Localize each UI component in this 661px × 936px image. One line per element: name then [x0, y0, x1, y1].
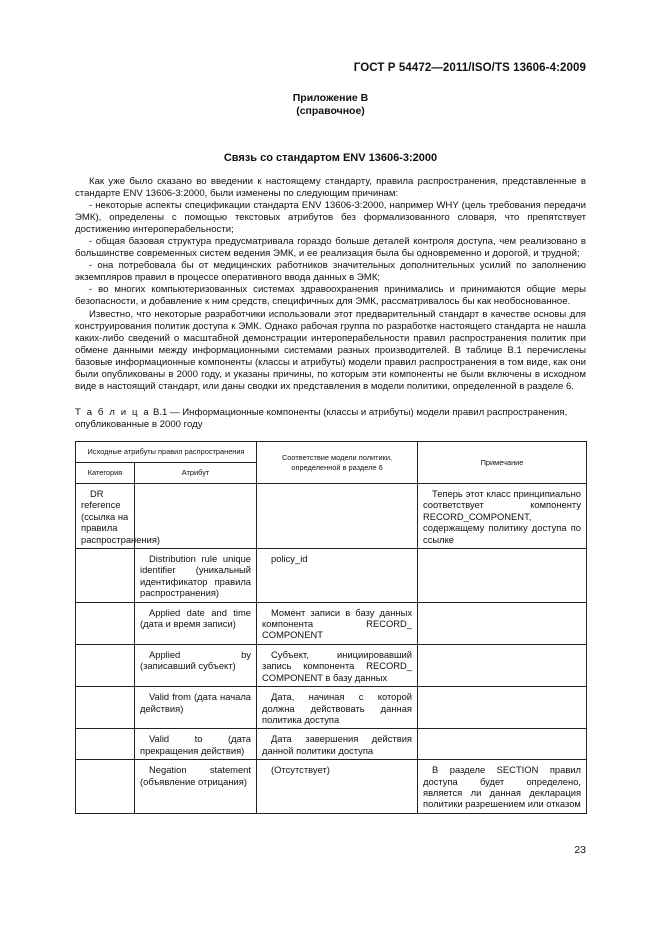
cell-note — [418, 687, 587, 729]
cell-note — [418, 644, 587, 686]
cell-mapping — [257, 484, 418, 549]
annex-subtitle: (справочное) — [296, 105, 365, 117]
cell-attribute: Negation statement (объявление отрицания) — [135, 760, 257, 814]
table-header-row — [76, 442, 587, 463]
cell-category — [76, 602, 135, 644]
paragraph-intro: Как уже было сказано во введении к настоящему стандарту, правила распространения, представленные в стандарте ENV 13606-3:2000, были изменены по следующим причинам: — [75, 176, 586, 200]
table-row — [76, 549, 587, 603]
cell-attribute: Applied by (записавший субъект) — [135, 644, 257, 686]
cell-category: DR reference (ссылка на правила распространения) — [76, 484, 135, 549]
cell-mapping: Дата, начиная с которой должна действовать данная политика доступа — [257, 687, 418, 729]
annex-heading — [0, 92, 661, 118]
annex-title: Приложение В — [292, 92, 369, 104]
header-policy-mapping: Соответствие модели политики, определенной в разделе 6 — [257, 442, 418, 484]
header-original-attributes: Исходные атрибуты правил распространения — [76, 442, 257, 463]
table-row — [76, 760, 587, 814]
paragraph-reason-4: - во многих компьютеризованных системах здравоохранения принимались и принимаются общие меры безопасности, и добавление к ним средств, специфичных для ЭМК, рассматривалось бы как необоснованное. — [75, 284, 586, 308]
header-attribute: Атрибут — [135, 463, 257, 484]
cell-mapping: (Отсутствует) — [257, 760, 418, 814]
cell-category — [76, 729, 135, 760]
table-caption — [75, 407, 586, 431]
table-row — [76, 602, 587, 644]
cell-mapping: policy_id — [257, 549, 418, 603]
cell-attribute: Applied date and time (дата и время записи) — [135, 602, 257, 644]
paragraph-reason-3: - она потребовала бы от медицинских работников значительных дополнительных усилий по заполнению экземпляров правил в процессе оперативного ввода данных в ЭМК; — [75, 260, 586, 284]
cell-note — [418, 729, 587, 760]
cell-category — [76, 549, 135, 603]
table-caption-text: В.1 — Информационные компоненты (классы и атрибуты) модели правил распространения, опубликованные в 2000 году — [75, 407, 568, 430]
cell-mapping: Дата завершения действия данной политики доступа — [257, 729, 418, 760]
paragraph-known-usage: Известно, что некоторые разработчики использовали этот предварительный стандарт в качестве основы для конструирования политик доступа к ЭМК. Однако рабочая группа по разработке настоящего стандарта не нашла каких-либо сведений о масштабной демонстрации интероперабельности правил распространения политик при обмене данными между информационными системами разных производителей. В таблице В.1 перечислены базовые информационные компоненты (классы и атрибуты) модели правил распространения в том виде, как они были опубликованы в 2000 году, и указаны причины, по которым эти компоненты не были включены в исходном виде в настоящий стандарт, или даны сводки их представления в модели политики, определенной в разделе 6. — [75, 308, 586, 392]
cell-category — [76, 760, 135, 814]
page-number: 23 — [574, 844, 586, 856]
cell-mapping: Субъект, инициировавший запись компонента RECORD_ COMPONENT в базу данных — [257, 644, 418, 686]
paragraph-reason-1: - некоторые аспекты спецификации стандарта ENV 13606-3:2000, например WHY (цель требования передачи ЭМК), определены с помощью текстовых атрибутов без формализованного словаря, что препятствует достижению интероперабельности; — [75, 200, 586, 236]
cell-note: Теперь этот класс принципиально соответствует компоненту RECORD_COMPONENT, содержащему политику доступа по ссылке — [418, 484, 587, 549]
cell-attribute: Distribution rule unique identifier (уникальный идентификатор правила распространения) — [135, 549, 257, 603]
cell-note: В разделе SECTION правил доступа будет определено, является ли данная декларация политики разрешением или отказом — [418, 760, 587, 814]
table-label: Т а б л и ц а — [75, 407, 151, 418]
cell-mapping: Момент записи в базу данных компонента RECORD_ COMPONENT — [257, 602, 418, 644]
standard-header: ГОСТ Р 54472—2011/ISO/TS 13606-4:2009 — [353, 62, 586, 74]
cell-attribute: Valid to (дата прекращения действия) — [135, 729, 257, 760]
cell-note — [418, 549, 587, 603]
section-title: Связь со стандартом ENV 13606-3:2000 — [223, 152, 438, 164]
table-row — [76, 644, 587, 686]
paragraph-reason-2: - общая базовая структура предусматривала гораздо больше деталей контроля доступа, чем реализовано в большинстве современных систем ведения ЭМК, и ее реализация была бы одновременно и дорогой, и трудной; — [75, 236, 586, 260]
header-category: Категория — [76, 463, 135, 484]
cell-category — [76, 687, 135, 729]
mapping-table — [75, 441, 587, 814]
body-text — [75, 176, 586, 393]
cell-note — [418, 602, 587, 644]
cell-attribute: Valid from (дата начала действия) — [135, 687, 257, 729]
header-note: Примечание — [418, 442, 587, 484]
cell-category — [76, 644, 135, 686]
table-row — [76, 729, 587, 760]
table-row — [76, 687, 587, 729]
table-row — [76, 484, 587, 549]
